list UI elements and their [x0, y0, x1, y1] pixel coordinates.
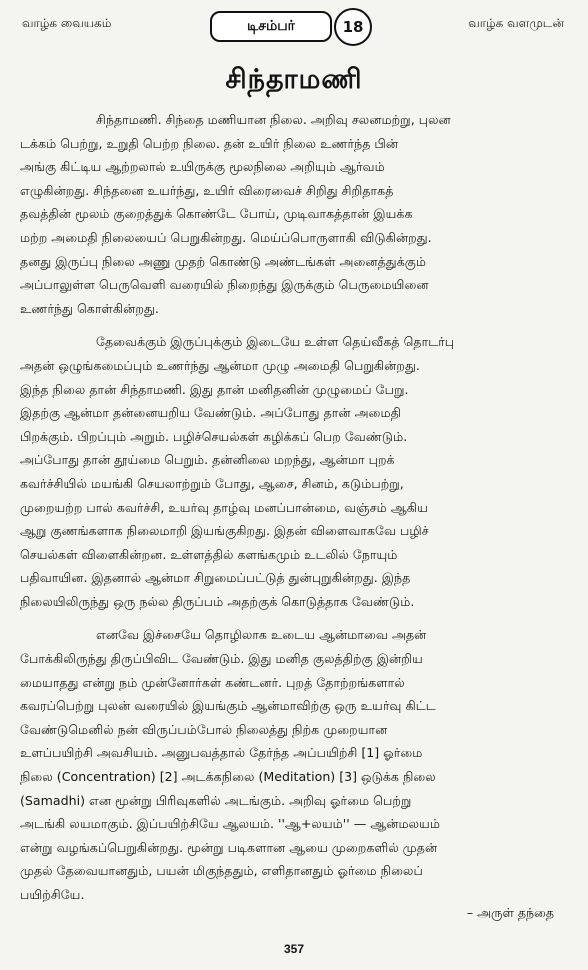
text-line: மையாதது என்று நம் முன்னோர்கள் கண்டனர். புறத் தோற்றங்களால் — [20, 674, 405, 690]
page-title: சிந்தாமணி — [225, 64, 363, 95]
text-line: கவர்ச்சியில் மயங்கி செயலாற்றும் போது, ஆசை, சினம், கடும்பற்று, — [20, 475, 404, 491]
text-line: (Samadhi) என மூன்று பிரிவுகளில் அடங்கும். அறிவு ஓர்மை பெற்று — [20, 792, 412, 808]
text-line: செயல்கள் விளைகின்றன. உள்ளத்தில் களங்கமும் உடலில் நோயும் — [20, 546, 398, 562]
text-line: தனது இருப்பு நிலை அணு முதற் கொண்டு அண்டங்கள் அனைத்துக்கும் — [20, 253, 427, 269]
text-line: முறையற்ற பால் கவர்ச்சி, உயர்வு தாழ்வு மனப்பான்மை, வஞ்சம் ஆகிய — [20, 499, 428, 515]
text-line: நிலை (Concentration) [2] அடக்கநிலை (Meditation) [3] ஒடுக்க நிலை — [20, 769, 436, 785]
text-line: தேவைக்கும் இருப்புக்கும் இடையே உள்ள தெய்வீகத் தொடர்பு — [96, 334, 455, 350]
text-line: பதிவாயின. இதனால் ஆன்மா சிறுமைப்பட்டுத் துன்புறுகின்றது. இந்த — [20, 570, 411, 586]
text-line: முதல் தேவையானதும், பயன் மிகுந்ததும், எளிதானதும் ஓர்மை நிலைப் — [20, 863, 423, 879]
text-line: பயிற்சியே. — [20, 887, 85, 902]
text-line: அதன் ஒழுங்கமைப்பும் உணர்ந்து ஆன்மா முழு அமைதி பெறுகின்றது. — [20, 357, 420, 373]
text-line: மற்ற அமைதி நிலையைப் பெறுகின்றது. மெய்ப்பொருளாகி விடுகின்றது. — [20, 229, 432, 245]
page-header — [0, 6, 588, 50]
text-line: இதற்கு ஆன்மா தன்னையறிய வேண்டும். அப்போது தான் அமைதி — [20, 405, 401, 421]
text-line: ஆறு குணங்களாக நிலைமாறி இயங்குகிறது. இதன் விளைவாகவே பழிச் — [20, 523, 429, 539]
text-line: வேண்டுமெனில் நன் விருப்பம்போல் நிலைத்து நிற்க முறையான — [20, 721, 388, 737]
paragraph — [20, 108, 566, 320]
text-line: சிந்தாமணி. சிந்தை மணியான நிலை. அறிவு சலனமற்று, புலன — [96, 112, 451, 127]
text-line: போக்கிலிருந்து திருப்பிவிட வேண்டும். இது மனித குலத்திற்கு இன்றிய — [20, 651, 423, 667]
text-line: என்று வழங்கப்பெறுகின்றது. மூன்று படிகளான ஆயை முறைகளில் முதன் — [20, 839, 438, 855]
header-left-text: வாழ்க வையகம் — [22, 16, 112, 30]
text-line: இந்த நிலை தான் சிந்தாமணி. இது தான் மனிதனின் முழுமைப் பேறு. — [20, 381, 409, 397]
page-number: 357 — [283, 942, 305, 956]
text-line: எனவே இச்சையே தொழிலாக உடைய ஆன்மாவை அதன் — [96, 627, 427, 643]
paragraph — [20, 330, 566, 613]
text-line: நிலையிலிருந்து ஒரு நல்ல திருப்பம் அதற்குக் கொடுத்தாக வேண்டும். — [20, 593, 415, 609]
day-number: 18 — [334, 8, 372, 46]
text-line: பிறக்கும். பிறப்பும் அறும். பழிச்செயல்கள் கழிக்கப் பெற வேண்டும். — [20, 428, 408, 444]
text-line: உணர்ந்து கொள்கின்றது. — [20, 300, 159, 316]
header-right-text: வாழ்க வளமுடன் — [468, 16, 564, 30]
paragraph — [20, 623, 566, 906]
text-line: அங்கு கிட்டிய ஆற்றலால் உயிருக்கு மூலநிலை அறியும் ஆர்வம் — [20, 159, 385, 175]
author-signature: – அருள் தந்தை — [466, 905, 554, 920]
text-line: கவரப்பெற்று புலன் வரையில் இயங்கும் ஆன்மாவிற்கு ஒரு உயர்வு கிட்ட — [20, 698, 436, 714]
text-line: அப்பாலுள்ள பெருவெளி வரையில் நிறைந்து இருக்கும் பெருமையினை — [20, 277, 429, 293]
text-line: அப்போது தான் தூய்மை பெறும். தன்னிலை மறந்து, ஆன்மா புறக் — [20, 452, 395, 468]
text-line: அடங்கி லயமாகும். இப்பயிற்சியே ஆலயம். ''ஆ+லயம்'' — ஆன்மலயம் — [20, 816, 440, 832]
text-line: தவத்தின் மூலம் குறைத்துக் கொண்டே போய், முடிவாகத்தான் இயக்க — [20, 206, 413, 222]
text-line: டக்கம் பெற்று, உறுதி பெற்ற நிலை. தன் உயிர் நிலை உணர்ந்த பின் — [20, 135, 399, 151]
text-line: உளப்பயிற்சி அவசியம். அனுபவத்தால் தேர்ந்த அப்பயிற்சி [1] ஓர்மை — [20, 745, 423, 761]
month-label: டிசம்பர் — [210, 11, 332, 42]
text-line: எழுகின்றது. சிந்தனை உயர்ந்து, உயிர் விரைவைச் சிறிது சிறிதாகத் — [20, 182, 394, 198]
body-text — [20, 108, 566, 917]
